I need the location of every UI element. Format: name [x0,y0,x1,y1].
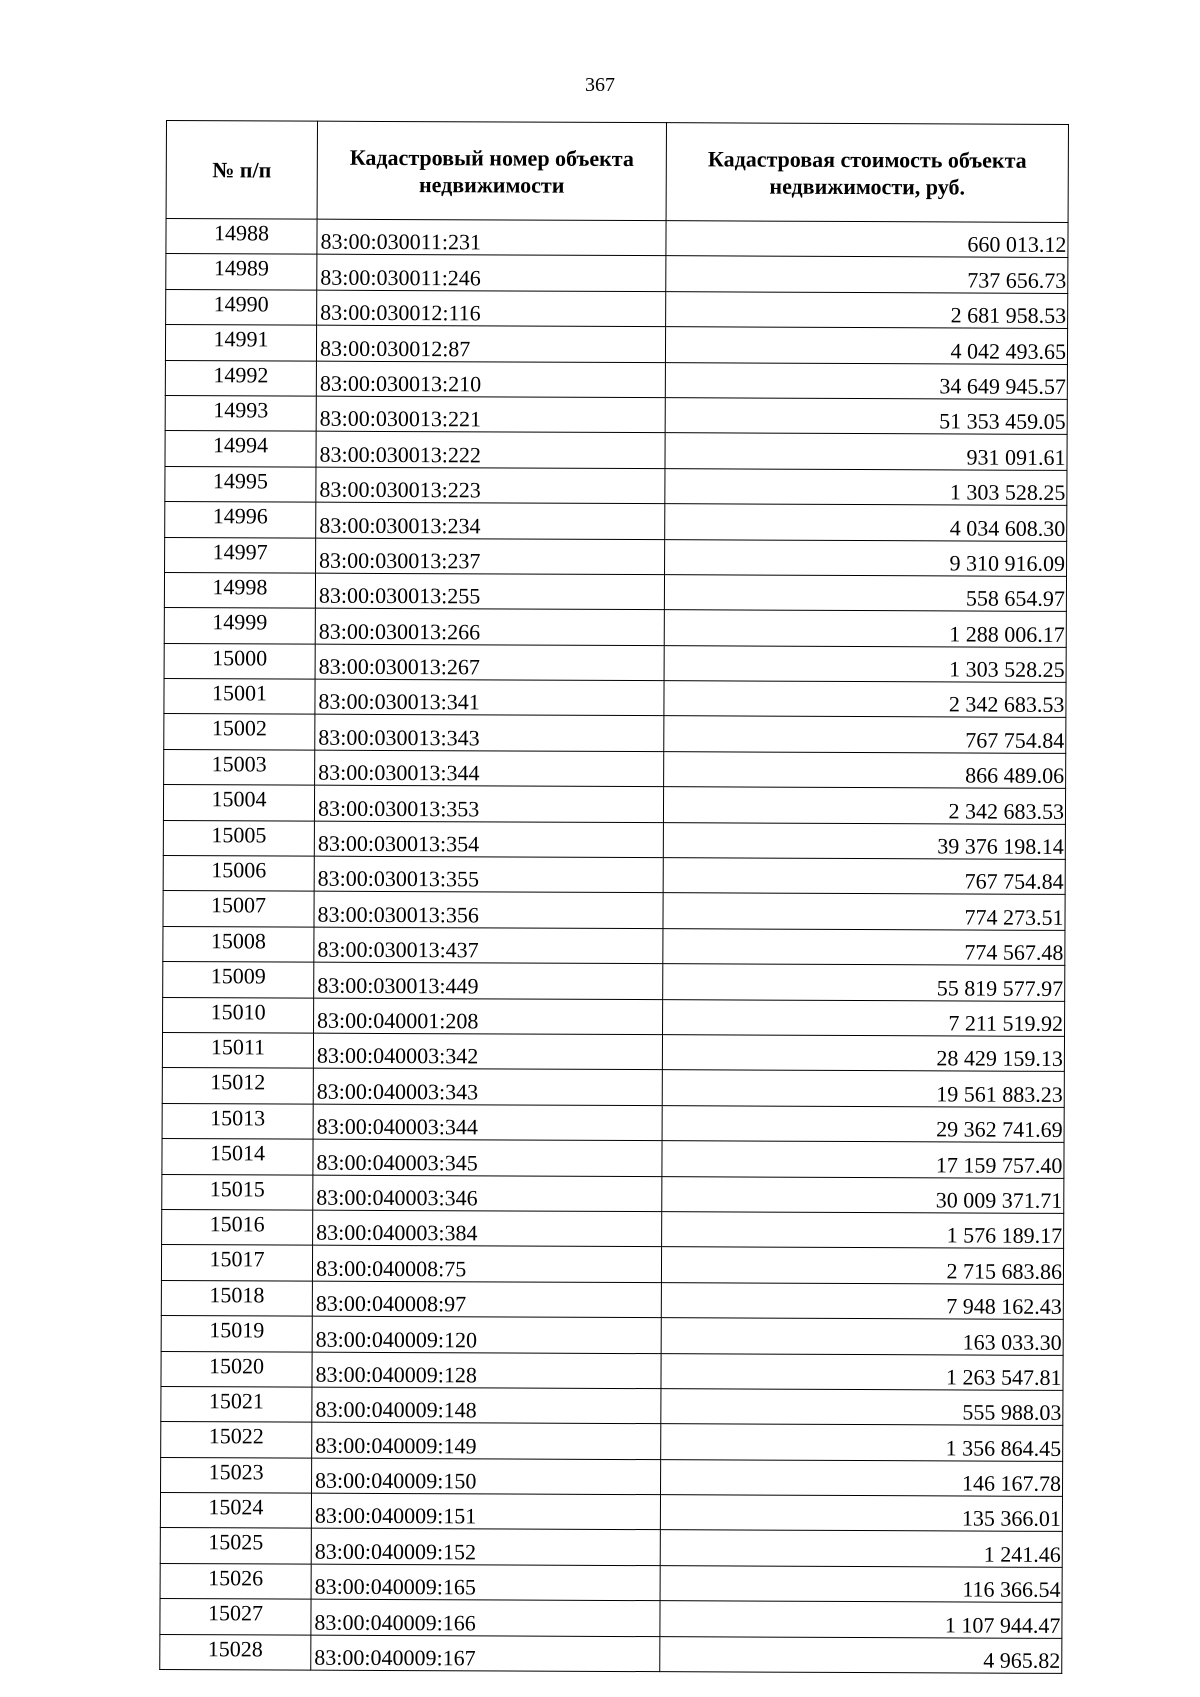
cadastral-value: 7 948 162.43 [661,1282,1063,1319]
table-row [163,891,1065,930]
page-number: 367 [585,74,615,96]
cadastral-value: 737 656.73 [666,256,1068,293]
cadastral-number: 83:00:030013:237 [316,538,665,575]
table-row [160,1634,1062,1673]
row-index: 15027 [160,1599,311,1635]
row-index: 15015 [162,1174,313,1210]
cadastral-value: 1 241.46 [660,1530,1062,1567]
table-row [160,1493,1062,1532]
cadastral-value: 34 649 945.57 [665,362,1067,399]
cadastral-number: 83:00:040003:343 [313,1069,662,1106]
row-index: 15014 [162,1139,313,1175]
cadastral-number: 83:00:040009:152 [311,1529,660,1566]
cadastral-value: 28 429 159.13 [662,1035,1064,1072]
row-index: 14999 [164,608,315,644]
cadastral-number: 83:00:030013:234 [316,502,665,539]
table-row [166,219,1068,258]
cadastral-number: 83:00:030012:87 [316,325,665,362]
cadastral-value: 163 033.30 [661,1318,1063,1355]
row-index: 15020 [161,1351,312,1387]
cadastral-value: 774 567.48 [663,928,1065,965]
row-index: 14995 [165,466,316,502]
row-index: 15012 [162,1068,313,1104]
cadastral-number: 83:00:030013:356 [314,892,663,929]
row-index: 14993 [165,395,316,431]
cadastral-value: 1 576 189.17 [662,1212,1064,1249]
cadastral-number: 83:00:040003:345 [313,1139,662,1176]
row-index: 15019 [161,1316,312,1352]
cadastral-number: 83:00:030013:221 [316,396,665,433]
cadastral-number: 83:00:040009:120 [312,1316,661,1353]
cadastral-value-table [159,120,1069,1674]
cadastral-number: 83:00:030013:437 [314,927,663,964]
cadastral-number: 83:00:030011:246 [317,255,666,292]
cadastral-value: 1 356 864.45 [661,1424,1063,1461]
table-row [162,1209,1064,1248]
table-row [165,502,1067,541]
cadastral-number: 83:00:030012:116 [317,290,666,327]
row-index: 14988 [166,219,317,255]
row-index: 15001 [164,679,315,715]
cadastral-value: 1 288 006.17 [664,610,1066,647]
cadastral-number: 83:00:030013:255 [315,573,664,610]
cadastral-number: 83:00:040003:342 [313,1033,662,1070]
row-index: 14996 [165,502,316,538]
cadastral-value: 767 754.84 [663,858,1065,895]
table-row [160,1528,1062,1567]
table-row [160,1563,1062,1602]
row-index: 15026 [160,1563,311,1599]
cadastral-number: 83:00:040009:151 [311,1493,660,1530]
cadastral-number: 83:00:030013:449 [314,962,663,999]
cadastral-number: 83:00:030013:222 [316,432,665,469]
cadastral-number: 83:00:040001:208 [314,998,663,1035]
table-row [162,1139,1064,1178]
cadastral-number: 83:00:040009:150 [312,1458,661,1495]
table-row [162,1032,1064,1071]
cadastral-number: 83:00:030013:210 [316,361,665,398]
cadastral-value: 2 342 683.53 [663,787,1065,824]
cadastral-value: 866 489.06 [664,752,1066,789]
table-row [162,1174,1064,1213]
cadastral-value: 558 654.97 [664,575,1066,612]
cadastral-number: 83:00:030013:341 [315,679,664,716]
cadastral-value: 19 561 883.23 [662,1070,1064,1107]
table-row [163,962,1065,1001]
row-index: 14990 [166,289,317,325]
cadastral-value: 1 107 944.47 [660,1601,1062,1638]
cadastral-number: 83:00:040009:149 [312,1422,661,1459]
row-index: 15016 [162,1209,313,1245]
cadastral-value: 555 988.03 [661,1389,1063,1426]
cadastral-value: 1 303 528.25 [664,645,1066,682]
cadastral-value: 29 362 741.69 [662,1105,1064,1142]
cadastral-number: 83:00:030013:344 [315,750,664,787]
table-row [164,643,1066,682]
table-row [164,749,1066,788]
cadastral-number: 83:00:030013:223 [316,467,665,504]
table-row [162,1068,1064,1107]
cadastral-value: 1 263 547.81 [661,1353,1063,1390]
table-row [164,572,1066,611]
cadastral-value: 2 715 683.86 [661,1247,1063,1284]
table-row [165,431,1067,470]
cadastral-number: 83:00:040009:148 [312,1387,661,1424]
table-row [160,1599,1062,1638]
column-header-cadastral-value: Кадастровая стоимость объекта недвижимости, руб. [666,123,1068,223]
row-index: 14998 [164,572,315,608]
table-row [161,1245,1063,1284]
table-row [163,856,1065,895]
table-header [166,121,1068,223]
table-row [165,395,1067,434]
cadastral-number: 83:00:030013:355 [314,856,663,893]
table-row [166,254,1068,293]
row-index: 15005 [163,820,314,856]
cadastral-value: 660 013.12 [666,221,1068,258]
cadastral-number: 83:00:040008:97 [312,1281,661,1318]
cadastral-number: 83:00:040003:384 [313,1210,662,1247]
row-index: 15022 [161,1422,312,1458]
cadastral-number: 83:00:040009:128 [312,1352,661,1389]
row-index: 15011 [162,1032,313,1068]
row-index: 15025 [160,1528,311,1564]
table-row [161,1316,1063,1355]
table-row [163,997,1065,1036]
cadastral-value: 774 273.51 [663,893,1065,930]
row-index: 15004 [163,785,314,821]
row-index: 15023 [161,1457,312,1493]
table-row [164,679,1066,718]
cadastral-number: 83:00:030011:231 [317,219,666,256]
column-header-index: № п/п [166,121,317,220]
row-index: 15013 [162,1103,313,1139]
row-index: 15002 [164,714,315,750]
row-index: 15007 [163,891,314,927]
cadastral-value: 4 034 608.30 [665,504,1067,541]
table-body [160,219,1068,1674]
cadastral-value: 135 366.01 [660,1495,1062,1532]
cadastral-value: 51 353 459.05 [665,398,1067,435]
row-index: 15003 [164,749,315,785]
row-index: 15018 [161,1280,312,1316]
cadastral-value: 767 754.84 [664,716,1066,753]
table-row [161,1386,1063,1425]
row-index: 15010 [163,997,314,1033]
cadastral-value: 931 091.61 [665,433,1067,470]
cadastral-value: 39 376 198.14 [663,822,1065,859]
cadastral-value: 7 211 519.92 [663,999,1065,1036]
cadastral-value: 55 819 577.97 [663,964,1065,1001]
row-index: 14989 [166,254,317,290]
cadastral-number: 83:00:030013:266 [315,608,664,645]
table-row [165,537,1067,576]
row-index: 15021 [161,1386,312,1422]
table-row [161,1280,1063,1319]
table-row [163,785,1065,824]
cadastral-number: 83:00:040008:75 [312,1245,661,1282]
row-index: 15024 [160,1493,311,1529]
cadastral-value: 4 965.82 [660,1636,1062,1673]
row-index: 14997 [165,537,316,573]
cadastral-value: 2 681 958.53 [666,291,1068,328]
cadastral-number: 83:00:040009:165 [311,1564,660,1601]
table-row [166,289,1068,328]
row-index: 15000 [164,643,315,679]
row-index: 14994 [165,431,316,467]
table-header-row [166,121,1068,223]
cadastral-value: 30 009 371.71 [662,1176,1064,1213]
table-row [164,714,1066,753]
table-row [161,1422,1063,1461]
row-index: 14991 [165,325,316,361]
table-row [163,926,1065,965]
row-index: 14992 [165,360,316,396]
cadastral-number: 83:00:040003:344 [313,1104,662,1141]
cadastral-number: 83:00:030013:353 [314,785,663,822]
table-row [165,360,1067,399]
column-header-cadastral-number: Кадастровый номер объекта недвижимости [317,121,666,221]
row-index: 15009 [163,962,314,998]
cadastral-value: 2 342 683.53 [664,681,1066,718]
cadastral-number: 83:00:030013:354 [314,821,663,858]
cadastral-number: 83:00:030013:343 [315,715,664,752]
cadastral-value: 9 310 916.09 [665,539,1067,576]
table-row [165,466,1067,505]
row-index: 15028 [160,1634,311,1670]
cadastral-value: 146 167.78 [661,1459,1063,1496]
cadastral-value: 17 159 757.40 [662,1141,1064,1178]
cadastral-number: 83:00:040009:167 [311,1635,660,1672]
table-row [161,1457,1063,1496]
row-index: 15006 [163,856,314,892]
table-row [163,820,1065,859]
cadastral-number: 83:00:030013:267 [315,644,664,681]
table-row [162,1103,1064,1142]
table-row [161,1351,1063,1390]
cadastral-value: 1 303 528.25 [665,468,1067,505]
cadastral-value: 116 366.54 [660,1566,1062,1603]
table-row [164,608,1066,647]
cadastral-value: 4 042 493.65 [665,327,1067,364]
cadastral-number: 83:00:040009:166 [311,1599,660,1636]
table-row [165,325,1067,364]
row-index: 15008 [163,926,314,962]
row-index: 15017 [161,1245,312,1281]
cadastral-number: 83:00:040003:346 [313,1175,662,1212]
